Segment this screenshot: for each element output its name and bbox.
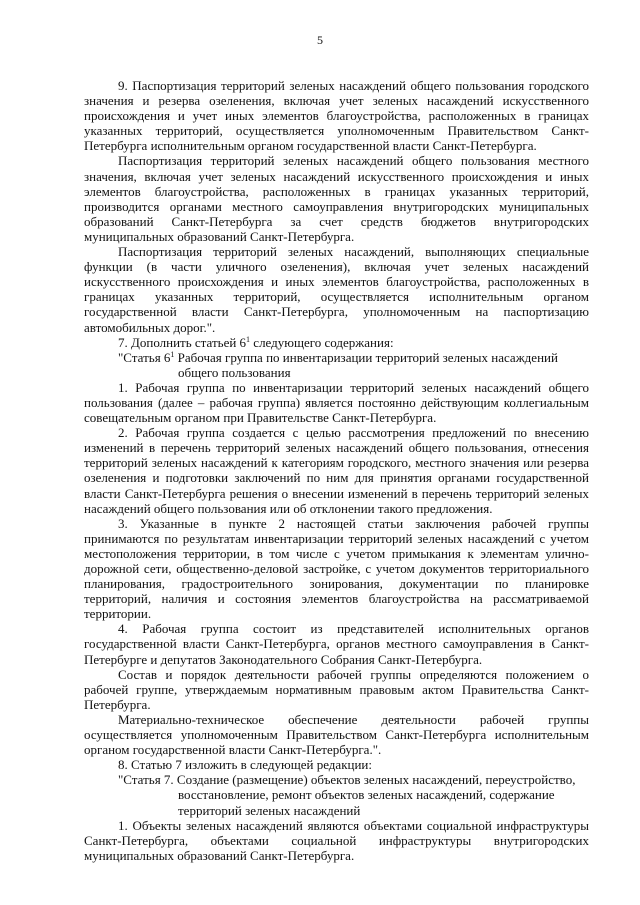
article-6-1-heading-a: "Статья 6 [118,349,171,365]
paragraph-working-group-support: Материально-техническое обеспечение деятельности рабочей группы осуществляется уполномоченным Правительством Санкт-Петербурга исполнительным органом государственной власти Санкт-Петербурга.". [84,711,589,758]
paragraph-working-group-1: 1. Рабочая группа по инвентаризации территорий зеленых насаждений общего пользования (далее – рабочая группа) является постоянно действующим коллегиальным совещательным органом при Правительстве Санкт-Петербурга. [84,379,589,426]
article-7-heading [84,772,589,817]
paragraph-working-group-2: 2. Рабочая группа создается с целью рассмотрения предложений по внесению изменений в перечень территорий зеленых насаждений общего пользования, отнесения территорий зеленых насаждений к категориям городского, местного значения или резерва озеленения и подготовки заключений по ним для принятия органами государственной власти Санкт-Петербурга решения о внесении изменений в перечень территорий зеленых насаждений общего пользования или об отклонении такого предложения. [84,425,589,516]
article-7-heading-b: восстановление, ремонт объектов зеленых насаждений, содержание [178,787,555,803]
paragraph-working-group-3: 3. Указанные в пункте 2 настоящей статьи заключения рабочей группы принимаются по результатам инвентаризации территорий зеленых насаждений с учетом местоположения территории, в том числе с учетом примыкания к элементам улично-дорожной сети, общественно-деловой застройке, с учетом документов территориального планирования, градостроительного зонирования, документации по планировке территорий, наличия и состояния элементов благоустройства на рассматриваемой территории. [84,515,589,622]
paragraph-7-text-a: 7. Дополнить статьей 6 [118,334,247,350]
paragraph-working-group-composition: Состав и порядок деятельности рабочей группы определяются положением о рабочей группе, утверждаемым нормативным правовым актом Правительства Санкт-Петербурга. [84,666,589,712]
paragraph-working-group-4: 4. Рабочая группа состоит из представителей исполнительных органов государственной власти Санкт-Петербурга, органов местного самоуправления в Санкт-Петербурге и депутатов Законодательного Собрания Санкт-Петербурга. [84,621,589,667]
article-6-1-heading [84,350,589,380]
article-6-1-superscript: 1 [170,349,175,359]
article-6-1-heading-b: Рабочая группа по инвентаризации территорий зеленых насаждений [174,349,558,365]
page-number: 5 [317,33,323,47]
paragraph-special-passportization: Паспортизация территорий зеленых насаждений, выполняющих специальные функции (в части уличного озеленения), включая учет зеленых насаждений искусственного происхождения и иных элементов благоустройства, расположенных в границах указанных территорий, осуществляется исполнительным органом государственной власти Санкт-Петербурга, уполномоченным на паспортизацию автомобильных дорог.". [84,244,589,335]
paragraph-article-7-1: 1. Объекты зеленых насаждений являются объектами социальной инфраструктуры Санкт-Петербурга, объектами социальной инфраструктуры внутригородских муниципальных образований Санкт-Петербурга. [84,817,589,863]
paragraph-7-superscript: 1 [246,334,251,344]
paragraph-9-passportization: 9. Паспортизация территорий зеленых насаждений общего пользования городского значения и резерва озеленения, включая учет зеленых насаждений искусственного происхождения и учет иных элементов благоустройства, расположенных в границах указанных территорий, осуществляется уполномоченным Правительством Санкт-Петербурга исполнительным органом государственной власти Санкт-Петербурга. [84,78,589,154]
article-7-heading-a: "Статья 7. Создание (размещение) объектов зеленых насаждений, переустройство, [118,772,576,788]
paragraph-local-passportization: Паспортизация территорий зеленых насаждений общего пользования местного значения, включая учет зеленых насаждений искусственного происхождения и иных элементов благоустройства, расположенных в границах указанных территорий, производится органами местного самоуправления внутригородских муниципальных образований Санкт-Петербурга за счет средств бюджетов внутригородских муниципальных образований Санкт-Петербурга. [84,153,589,244]
paragraph-8-article-7: 8. Статью 7 изложить в следующей редакции: [118,757,372,773]
paragraph-7-add-article [84,335,589,350]
paragraph-7-text-b: следующего содержания: [250,334,394,350]
article-7-heading-c: территорий зеленых насаждений [178,802,361,818]
document-body [84,78,589,863]
article-6-1-heading-c: общего пользования [178,364,291,380]
